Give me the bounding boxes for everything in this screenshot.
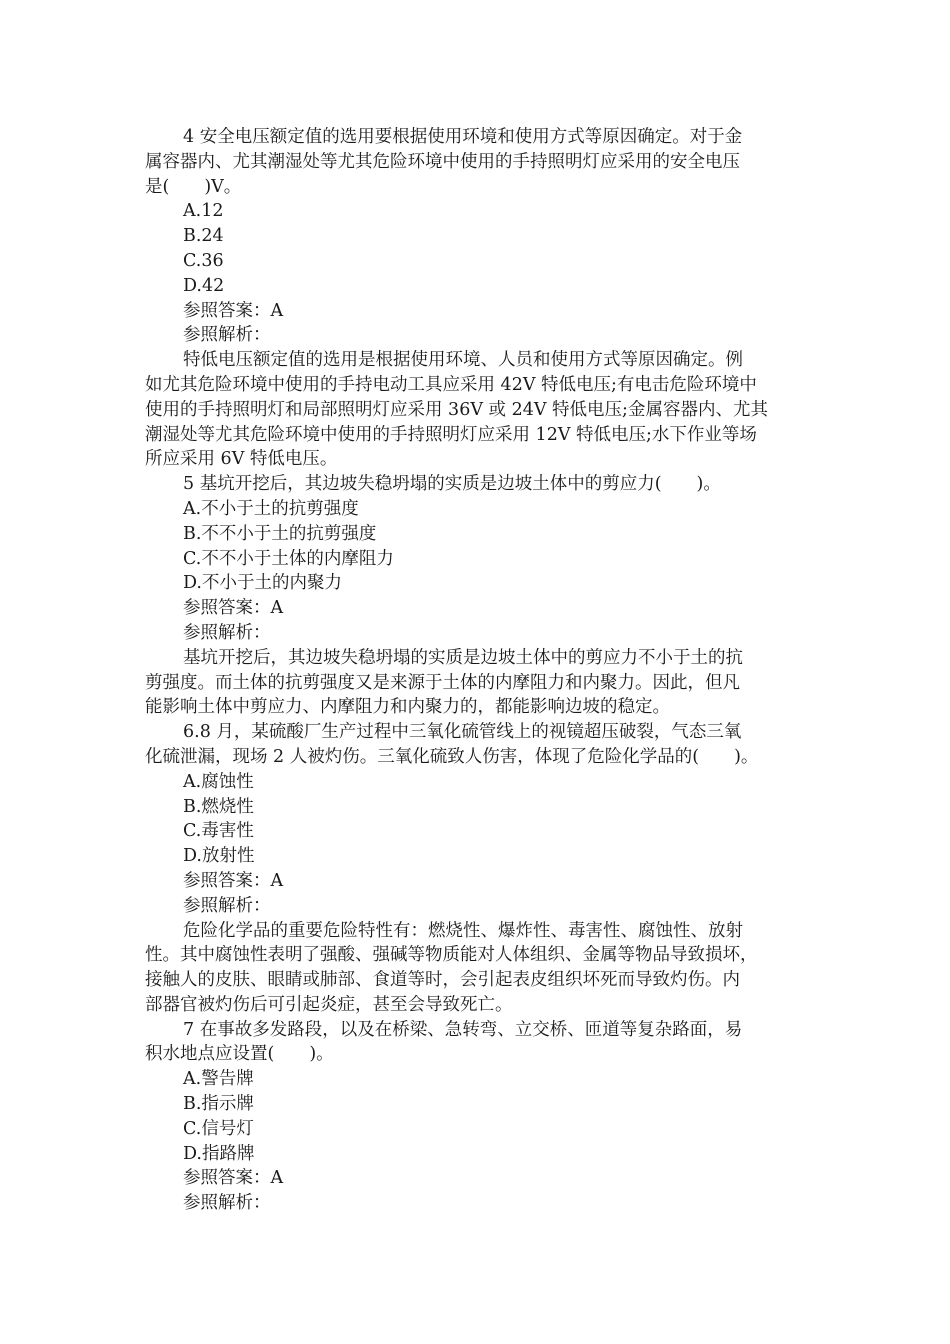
text-line: 化硫泄漏，现场 2 人被灼伤。三氧化硫致人伤害，体现了危险化学品的( )。 (145, 746, 759, 767)
text-line: 参照解析： (183, 895, 271, 916)
text-line: 性。其中腐蚀性表明了强酸、强碱等物质能对人体组织、金属等物品导致损坏， (145, 945, 758, 966)
text-line: A.12 (183, 201, 224, 222)
text-line: C.36 (183, 250, 224, 271)
text-line: 积水地点应设置( )。 (145, 1044, 334, 1065)
text-line: D.不小于土的内聚力 (183, 573, 342, 594)
text-line: D.放射性 (183, 846, 255, 867)
text-line: A.不小于土的抗剪强度 (183, 498, 359, 519)
text-line: 如尤其危险环境中使用的手持电动工具应采用 42V 特低电压;有电击危险环境中 (145, 374, 757, 395)
text-line: 参照解析： (183, 1193, 271, 1214)
text-line: 7 在事故多发路段，以及在桥梁、急转弯、立交桥、匝道等复杂路面，易 (183, 1019, 743, 1040)
text-line: 危险化学品的重要危险特性有：燃烧性、爆炸性、毒害性、腐蚀性、放射 (183, 920, 743, 941)
text-line: 基坑开挖后，其边坡失稳坍塌的实质是边坡土体中的剪应力不小于土的抗 (183, 647, 743, 668)
text-line: 参照答案：A (183, 870, 284, 891)
text-line: 剪强度。而土体的抗剪强度又是来源于土体的内摩阻力和内聚力。因此，但凡 (145, 672, 740, 693)
text-line: A.腐蚀性 (183, 771, 254, 792)
text-line: 是( )V。 (145, 176, 242, 197)
text-line: 能影响土体中剪应力、内摩阻力和内聚力的，都能影响边坡的稳定。 (145, 697, 670, 718)
text-line: 5 基坑开挖后，其边坡失稳坍塌的实质是边坡土体中的剪应力( )。 (183, 474, 721, 495)
text-line: D.42 (183, 275, 225, 296)
text-line: 参照解析： (183, 622, 271, 643)
text-line: 参照答案：A (183, 300, 284, 321)
text-line: B.燃烧性 (183, 796, 254, 817)
text-line: 4 安全电压额定值的选用要根据使用环境和使用方式等原因确定。对于金 (183, 127, 743, 147)
text-line: A.警告牌 (183, 1069, 254, 1090)
text-line: 使用的手持照明灯和局部照明灯应采用 36V 或 24V 特低电压;金属容器内、尤其 (145, 399, 768, 420)
document-body (145, 125, 805, 1216)
text-line: B.指示牌 (183, 1094, 254, 1115)
text-line: D.指路牌 (183, 1143, 255, 1164)
text-line: C.不不小于土体的内摩阻力 (183, 548, 394, 569)
text-line: 部器官被灼伤后可引起炎症，甚至会导致死亡。 (145, 994, 513, 1015)
text-line: 接触人的皮肤、眼睛或肺部、食道等时，会引起表皮组织坏死而导致灼伤。内 (145, 970, 740, 991)
text-line: 6.8 月，某硫酸厂生产过程中三氧化硫管线上的视镜超压破裂，气态三氧 (183, 722, 742, 743)
text-line: 参照解析： (183, 325, 271, 346)
text-line: C.信号灯 (183, 1118, 254, 1139)
text-line: 潮湿处等尤其危险环境中使用的手持照明灯应采用 12V 特低电压;水下作业等场 (145, 424, 757, 445)
text-line: C.毒害性 (183, 821, 254, 842)
text-line: 特低电压额定值的选用是根据使用环境、人员和使用方式等原因确定。例 (183, 350, 743, 371)
text-line: 参照答案：A (183, 598, 284, 619)
text-line: B.24 (183, 226, 224, 247)
text-line: B.不不小于土的抗剪强度 (183, 523, 377, 544)
text-line: 所应采用 6V 特低电压。 (145, 449, 338, 470)
text-line: 属容器内、尤其潮湿处等尤其危险环境中使用的手持照明灯应采用的安全电压 (145, 151, 740, 172)
text-line: 参照答案：A (183, 1168, 284, 1189)
